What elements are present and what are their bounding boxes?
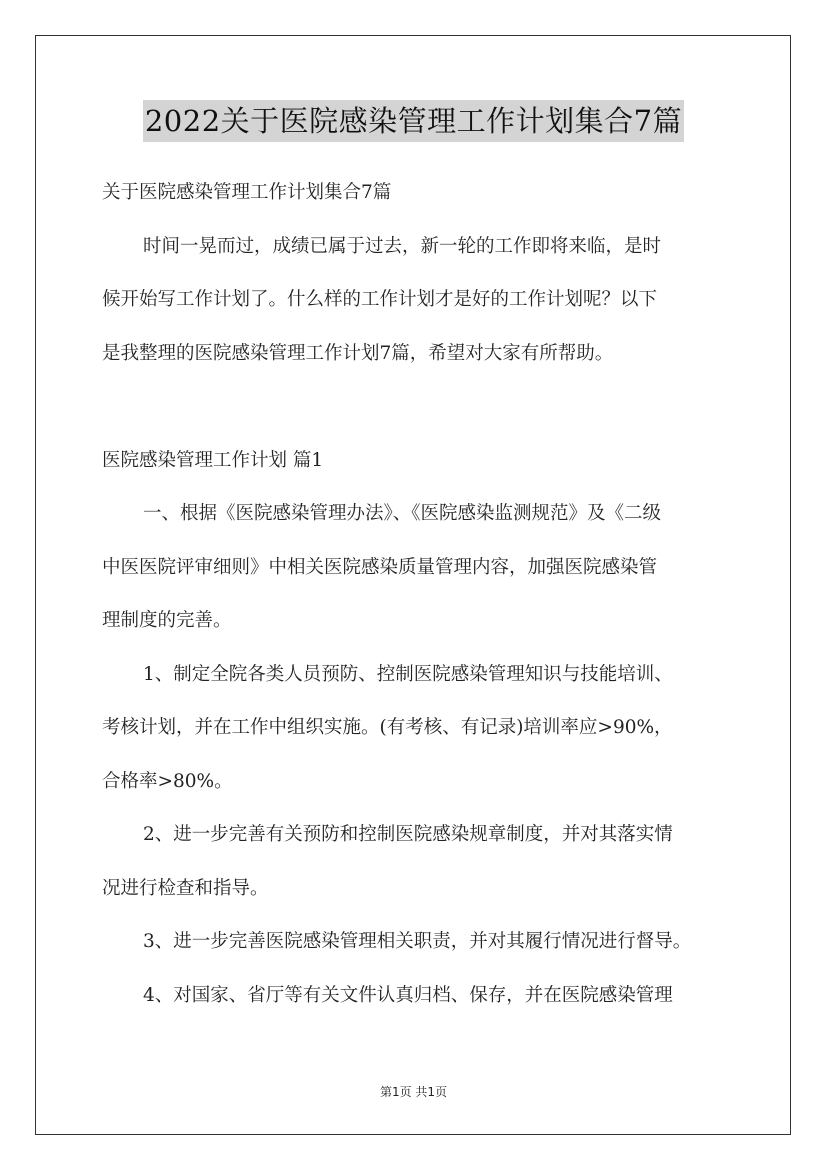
body-line: 1、制定全院各类人员预防、控制医院感染管理知识与技能培训、 [143,663,673,685]
body-line: 时间一晃而过，成绩已属于过去，新一轮的工作即将来临，是时 [143,235,662,257]
body-line: 合格率>80%。 [102,770,233,792]
body-line: 况进行检查和指导。 [102,877,269,899]
body-line: 3、进一步完善医院感染管理相关职责，并对其履行情况进行督导。 [143,931,692,952]
body-line: 关于医院感染管理工作计划集合7篇 [102,182,392,203]
page-footer: 第1页 共1页 [379,1085,448,1099]
body-line: 理制度的完善。 [102,610,232,631]
blank-line [102,384,734,438]
body-line: 一、根据《医院感染管理办法》、《医院感染监测规范》及《二级 [143,503,662,524]
document-title: 2022关于医院感染管理工作计划集合7篇 [143,100,684,142]
body-line: 中医医院评审细则》中相关医院感染质量管理内容，加强医院感染管 [102,556,658,578]
document-body [102,170,734,1026]
body-line: 候开始写工作计划了。什么样的工作计划才是好的工作计划呢？以下 [102,289,658,310]
body-line: 是我整理的医院感染管理工作计划7篇，希望对大家有所帮助。 [102,342,614,364]
body-line: 医院感染管理工作计划 篇1 [102,449,324,471]
body-line: 2、进一步完善有关预防和控制医院感染规章制度，并对其落实情 [143,824,673,845]
body-line: 考核计划，并在工作中组织实施。(有考核、有记录)培训率应>90%， [102,717,673,738]
title-container [0,100,827,142]
body-line: 4、对国家、省厅等有关文件认真归档、保存，并在医院感染管理 [143,984,673,1006]
